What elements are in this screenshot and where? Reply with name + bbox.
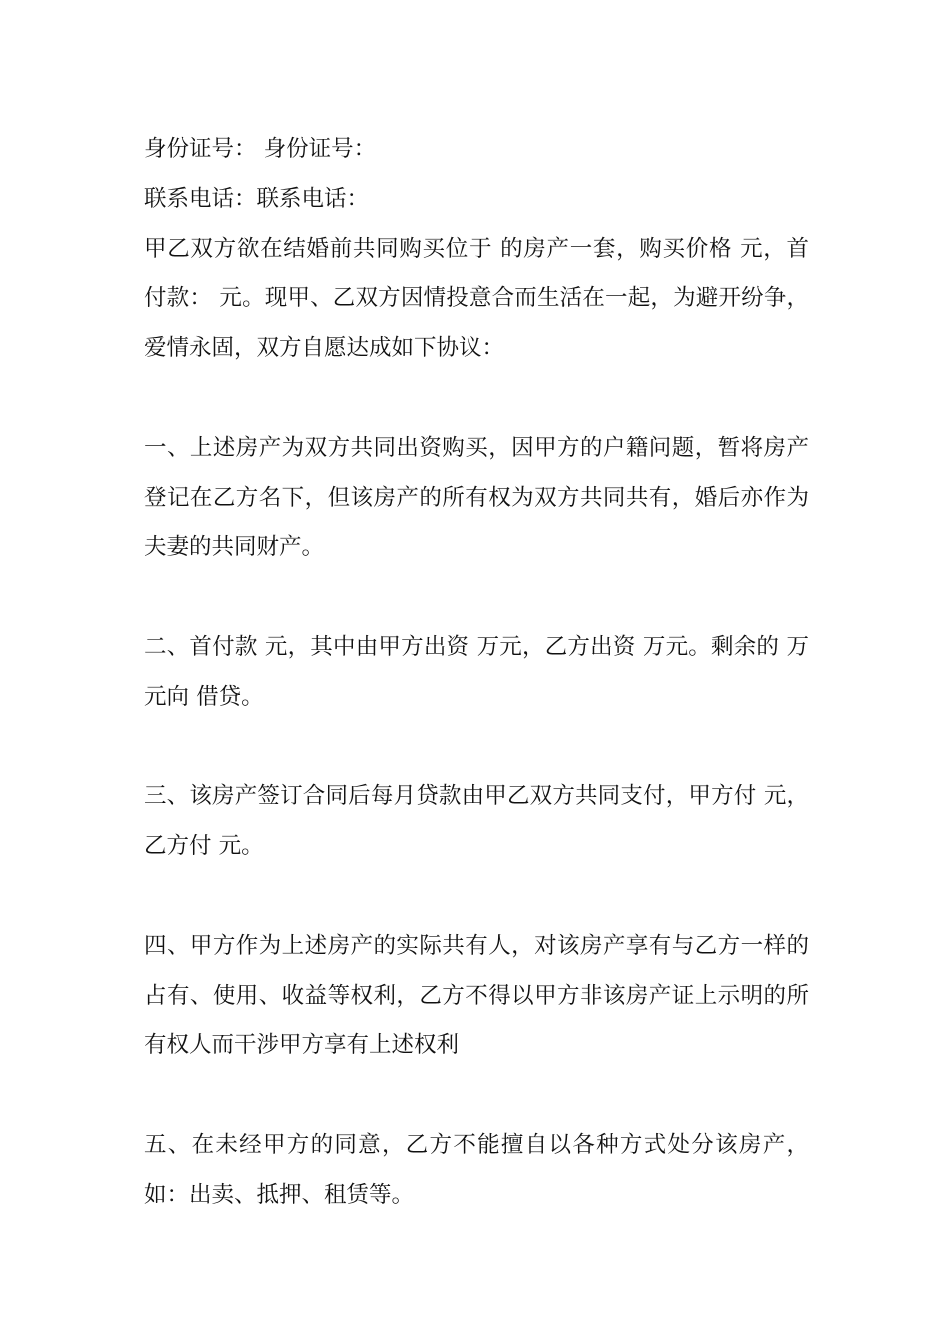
intro-paragraph: 甲乙双方欲在结婚前共同购买位于 的房产一套，购买价格 元，首付款： 元。现甲、乙双方因情投意合而生活在一起，为避开纷争，爱情永固，双方自愿达成如下协议： <box>144 235 809 362</box>
clause-4: 四、甲方作为上述房产的实际共有人，对该房产享有与乙方一样的占有、使用、收益等权利，乙方不得以甲方非该房产证上示明的所有权人而干涉甲方享有上述权利 <box>144 932 809 1059</box>
paragraph-gap <box>144 872 809 922</box>
document-page <box>144 125 809 1221</box>
paragraph-gap <box>144 374 809 424</box>
paragraph-gap <box>144 573 809 623</box>
paragraph-gap <box>144 723 809 773</box>
clause-1: 一、上述房产为双方共同出资购买，因甲方的户籍问题，暂将房产登记在乙方名下，但该房产的所有权为双方共同共有，婚后亦作为夫妻的共同财产。 <box>144 434 809 561</box>
clause-3: 三、该房产签订合同后每月贷款由甲乙双方共同支付，甲方付 元，乙方付 元。 <box>144 783 809 860</box>
phone-line: 联系电话：联系电话： <box>144 185 370 212</box>
paragraph-gap <box>144 1071 809 1121</box>
id-number-line: 身份证号： 身份证号： <box>144 136 377 162</box>
clause-2: 二、首付款 元，其中由甲方出资 万元，乙方出资 万元。剩余的 万元向 借贷。 <box>144 633 809 710</box>
clause-5: 五、在未经甲方的同意，乙方不能擅自以各种方式处分该房产，如：出卖、抵押、租赁等。 <box>144 1131 809 1208</box>
